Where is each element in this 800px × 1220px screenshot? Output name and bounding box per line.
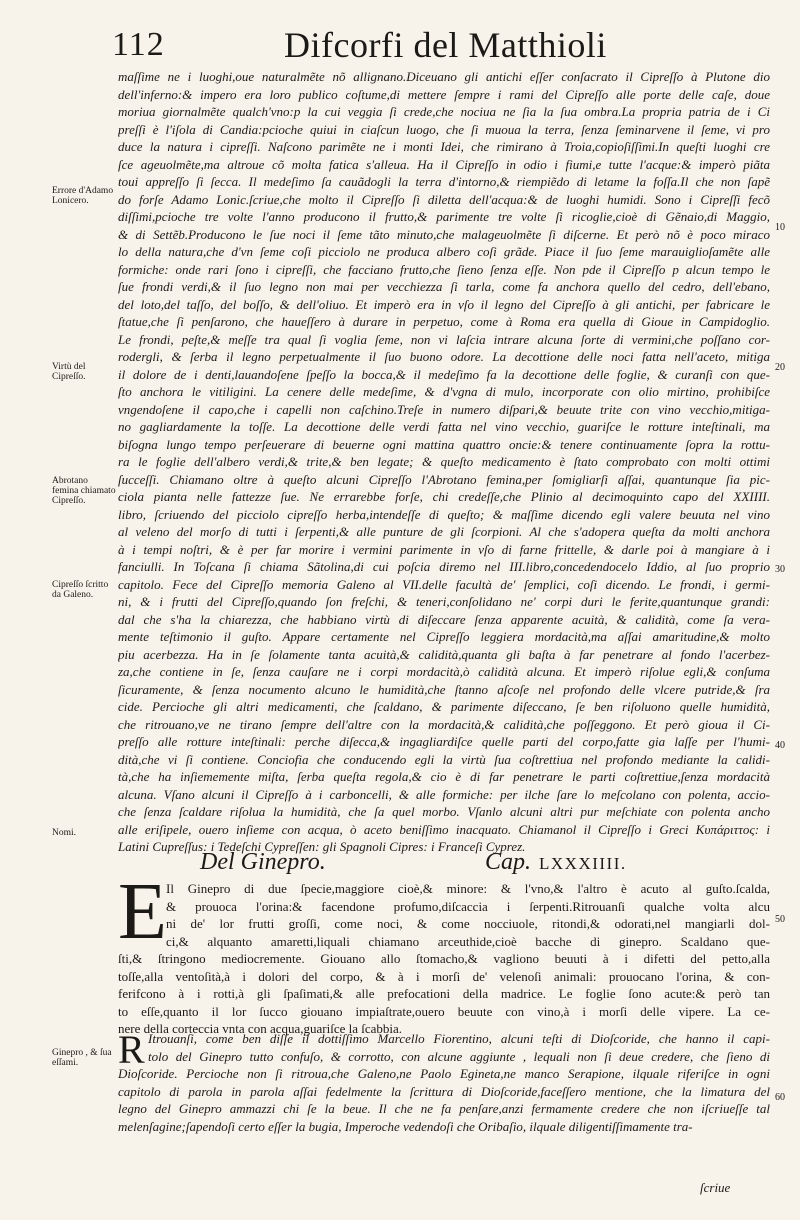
chapter-title: Del Ginepro. xyxy=(200,849,326,875)
margin-note-galeno: Cipreſſo ſcritto da Galeno. xyxy=(52,580,109,600)
text-line: Latini Cupreſſus: i Tedeſchi Cypreſſen: gli Spagnoli Cipres: i Franceſi Cyprez. xyxy=(118,839,526,854)
margin-note-abrotano: Abrotano femina chiamato Cipreſſo. xyxy=(52,476,116,506)
text-line: piu acerbezza. Ha in ſe ſolamente tanta acuità,& calidità,quanta gli baſta à far penetrare al fondo l'acerbez- xyxy=(118,646,770,662)
text-line: biſogna lungo tempo perſeuerare di beuerne ogni mattina quattro oncie:& tenere continuamente ſopra la rottu- xyxy=(118,436,770,452)
chapter-cap xyxy=(485,849,627,876)
text-line: libro, ſcriuendo del picciolo cipreſſo herba,intendeſſe di queſto; & maſſime dicendo egli valere beuuta nel vino xyxy=(118,506,770,522)
line-number: 40 xyxy=(775,740,785,751)
text-line: alle eriſipele, ouero inſieme con acqua, ò aceto beniſſimo inacquato. Chiamanol il Cipreſſo i Greci Κυπάριττος: i xyxy=(118,821,770,837)
text-line: duce la natura i cipreſſi. Naſcono parimẽte ne i monti Idei, che rimirano à Troia,copioſiſſimi.In queſti luoghi cre xyxy=(118,139,770,154)
drop-cap-e: E xyxy=(118,868,167,956)
text-line: toui appreſſo ſi ſecca. Il medeſimo ſa cauãdogli la terra d'intorno,& riempiẽdo di letame la foſſa.Il che non ſapẽ xyxy=(118,174,770,189)
text-line: no gagliardamente la toſſe. La decottione delle verdi fatta nel vino vecchio, guariſce le rotture inteſtinali, ma xyxy=(118,419,770,434)
text-line: ſue frondi verdi,& il ſuo legno non mai per vecchiezza ſi tarla, come fa anchora quello del cedro, dell'ebano, xyxy=(118,279,770,294)
text-line: ni, & i frutti del Cipreſſo,quando ſon freſchi, & teneri,conſolidano ne' corpi duri le ferite,quantunque grandi: xyxy=(118,594,770,609)
text-line: che ritrouano,ve ne tirano ſempre dell'altre con la mordacità,& calidità,che poſſeggono. Et però gioua il Ci- xyxy=(118,716,770,732)
text-line: ſtatue,che ſi penſarono, che haueſſero à durare in perpetuo, come à Roma era quella di Gioue in Campidoglio. xyxy=(118,314,770,329)
text-line: tolo del Ginepro tutto confuſo, & corrotto, con alcune aggiunte , lequali non ſi deue credere, che ſieno di xyxy=(148,1048,770,1064)
text-line: Dioſcoride. Percioche non ſi ritroua,che Galeno,ne Paolo Egineta,ne manco Serapione, ilquale riferiſce in ogni xyxy=(118,1066,770,1081)
text-line: toſſe,alla ventoſità,à i dolori del corpo, & à i morſi de' velenoſi animali: prouocano l'orina, & con- xyxy=(118,968,770,984)
line-number: 60 xyxy=(775,1092,785,1103)
page-header xyxy=(112,20,752,68)
text-line: ni de' lor frutti groſſi, come noci, & come nocciuole, ritondi,& odorati,nel mangiarli dol- xyxy=(166,916,770,931)
section-cipresso-text xyxy=(118,68,770,856)
text-line: lo della natura,che d'vn ſeme coſi picciolo ne produca albero coſi grãde. Piace il ſuo ſeme marauiglioſamẽte alle xyxy=(118,244,770,259)
text-line: ſicuramente, & ſenza nocumento alcuno le humidità,che ſtanno aſcoſe nel profondo delle vlcere putride,& ſra xyxy=(118,681,770,697)
cap-number: LXXXIIII. xyxy=(539,854,627,873)
text-line: ci,& alquanto amaretti,liquali chiamano arceuthide,cioè bacche di ginepro. Scaldano que- xyxy=(166,933,770,949)
text-line: alcuna. Vſano alcuni il Cipreſſo à i carboncelli, & alle formiche: per ilche ſare lo meſcolano con polenta, accio- xyxy=(118,786,770,802)
text-line: dell'inferno:& impero era loro publico coſtume,di mettere ſempre i rami del Cipreſſo alle porte delle caſe, doue xyxy=(118,86,770,102)
text-line: & di Settẽb.Producono le ſue noci il ſeme tãto minuto,che malageuolmẽte ſi diſcerne. Et però nõ è poco miraco xyxy=(118,226,770,242)
text-line: capitolo. Fece del Cipreſſo memoria Galeno al VII.delle facultà de' ſemplici, coſi dicendo. Le frondi, i germi- xyxy=(118,576,770,592)
line-number: 20 xyxy=(775,362,785,373)
text-line: Itrouanſi, come ben diſſe il dottiſſimo Marcello Fiorentino, alcuni teſti di Dioſcoride, che hanno il capi- xyxy=(148,1031,770,1046)
text-line: nere della corteccia vnta con acqua,guariſce la ſcabbia. xyxy=(118,1021,403,1036)
text-line: dal che s'ha la chiarezza, che habbiano virtù di diſeccare ſenza apparente acuità, & calidità, come ſa vera- xyxy=(118,611,770,627)
margin-note-errore: Errore d'Adamo Lonicero. xyxy=(52,186,114,206)
page-number: 112 xyxy=(112,26,165,63)
text-line: che ſenza ſcaldare riſolua la humidità, che ſa quel morbo. Vſanlo alcuni altri pur meſchiate con polenta ancho xyxy=(118,804,770,819)
text-line: ciola pianta nelle fattezze ſue. Ne errarebbe forſe, chi credeſſe,che Plinio al decimoquinto capo del XXIIII. xyxy=(118,489,770,504)
section-ginepro-text xyxy=(118,880,770,1038)
text-line: ferifcono à i rotti,à gli ſpaſimati,& alle prefocationi della madrice. Le foglie ſono acute:& però tan xyxy=(118,986,770,1001)
text-line: legno del Ginepro ammazzi chi ſe la beue. Il che ne fa penſare,anzi fermamente credere che non iſcriueſſe tal xyxy=(118,1101,770,1116)
text-line: ſti,& ſtringono mediocremente. Giouano allo ſtomacho,& vagliono beuuti à i difetti del petto,alla xyxy=(118,951,770,966)
line-number: 30 xyxy=(775,564,785,575)
margin-note-ginepro: Ginepro , & ſua eſſami. xyxy=(52,1048,112,1068)
text-line: do forſe Adamo Lonic.ſcriue,che molto il Cipreſſo ſi diletta dell'acqua:& de luoghi humidi. Sono i Cipreſſi fecõ xyxy=(118,191,770,207)
chapter-heading xyxy=(200,849,760,883)
text-line: to eſſe,quanto il lor ſucco giouano impiaſtrate,ouero beuute con vino,à i morſi delle vipere. La ce- xyxy=(118,1003,770,1019)
text-line: vngendoſene il capo,che i capelli non caſchino.Treſe in numero diſpari,& beuute trite con vino vecchio,mitiga- xyxy=(118,401,770,417)
line-number: 50 xyxy=(775,914,785,925)
text-line: ra le foglie dell'albero verdi,& trite,& ben legate; & queſto medicamento è ſtato comprobato con molti ottimi xyxy=(118,454,770,469)
text-line: mente teſtimonio il guſto. Appare certamente nel Cipreſſo leggiera mordacità,ma aſſai amaritudine,& molto xyxy=(118,629,770,644)
text-line: maſſime ne i luoghi,oue naturalmẽte nõ allignano.Diceuano gli antichi eſſer conſacrato il Cipreſſo à Plutone dio xyxy=(118,69,770,84)
text-line: moriua giornalmẽte qualch'vno:p la cui veggia ſi crede,che nociua ne ſia la ſua ombra.La propria patria de i Ci xyxy=(118,104,770,119)
text-line: dità,che vi ſi contiene. Conciofia che conducendo egli la virtù ſua coſtrettiua nel profondo mediante la calidi- xyxy=(118,751,770,767)
text-line: al veleno del morſo di tutti i ſerpenti,& alle punture de gli ſcorpioni. Al che s'adopera queſta da molti anchora xyxy=(118,524,770,539)
cap-label: Cap. xyxy=(485,849,532,875)
margin-note-nomi: Nomi. xyxy=(52,828,77,838)
running-title: Difcorfi del Matthioli xyxy=(284,25,607,65)
drop-cap-r: R xyxy=(118,1027,145,1072)
text-line: melenſagine;ſapendoſi certo eſſer la bugia, Imperoche vedendoſi che Oribaſio, ilquale diligentiſſimamente tra- xyxy=(118,1118,693,1134)
line-number: 10 xyxy=(775,222,785,233)
text-line: fanciulli. In Toſcana ſi chiama Sãtolina,di cui poſcia diremo nel III.libro,concedendocelo Iddio, al ſuo proprio xyxy=(118,559,770,574)
text-line: del loto,del taſſo, del boſſo, & dell'oliuo. Et imperò era in vſo il legno del Cipreſſo à gli antichi, per fabricare le xyxy=(118,296,770,312)
text-line: rodergli, & ſerba il legno perpetualmente il ſuo buono odore. La decottione delle noci fatta nell'aceto, mitiga xyxy=(118,349,770,364)
text-line: ſucceſſi. Chiamano oltre à queſto alcuni Cipreſſo l'Abrotano femina,per ſomigliarſi aſſai, quantunque ſia pic- xyxy=(118,471,770,487)
text-line: à i tempi noſtri, & è per far morire i vermini parimente in vſo di farne frittelle, & darle poi à mangiare à i xyxy=(118,541,770,557)
text-line: diſſimi,pcioche tre volte l'anno producono il frutto,& parimente tre volte ſi ricoglie,cioè di Gẽnaio,di Maggio, xyxy=(118,209,770,224)
catchword: ſcriue xyxy=(700,1180,731,1195)
text-line: preſſo alle rotture inteſtinali: perche diſecca,& ingagliardiſce quelle parti del corpo,fatte gia laſſe per l'humi- xyxy=(118,734,770,749)
text-line: il dolore de i denti,lauandoſene ſpeſſo la bocca,& il medeſimo fa la decottione delle foglie, & curanſi con que- xyxy=(118,366,770,382)
margin-note-virtu: Virtù del Cipreſſo. xyxy=(52,362,86,382)
text-line: ſce ageuolmẽte,ma altroue cõ molta fatica s'alleua. Ha il Cipreſſo in odio i fiumi,e tutte l'acque:& imperò piãta xyxy=(118,156,770,172)
text-line: Il Ginepro di due ſpecie,maggiore cioè,& minore: & l'vno,& l'altro è acuto al guſto.ſcalda, xyxy=(166,881,770,896)
text-line: tà,che ha inſiememente miſta, ſerba queſta regola,& cio è di far penetrare le parti coſtrettiue,ſenza mordacità xyxy=(118,769,770,784)
text-line: Le frondi, peſte,& meſſe tra qual ſi voglia ſeme, non vi laſcia intrare alcuna ſorte di vermini,che poſſano cor- xyxy=(118,331,770,347)
text-line: cide. Percioche gli altri medicamenti, che ſcaldano, & parimente diſeccano, ſe ben riſoluono quelle humidità, xyxy=(118,699,770,714)
text-line: preſſi è l'iſola di Candia:pcioche quiui in ciaſcun luogo, che ſi muoua la terra, ſenza ſeminarvene il ſeme, vi pro xyxy=(118,121,770,137)
text-line: formiche: onde rari ſono i cipreſſi, che facciano frutto,che ſieno ſenza eſſe. Non pde il Cipreſſo p alcun tempo le xyxy=(118,261,770,277)
text-line: capitolo di parola in parola aſſai fedelmente la ſcrittura di Dioſcoride,faceſſero mentione, che la limatura del xyxy=(118,1083,770,1099)
text-line: ſto anchora le vitiligini. La cenere delle medeſime, & d'vgna di mulo, incorporate con olio mirtino, prohibiſce xyxy=(118,384,770,399)
text-line: & prouoca l'orina:& facendone profumo,diſcaccia i ſerpenti.Ritrouanſi qualche volta alcu xyxy=(166,898,770,914)
text-line: za,che contiene in ſe, ſenza cauſare ne i corpi mordacità,ò calidità alcuna. Et imperò riſolue egli,& conſuma xyxy=(118,664,770,679)
